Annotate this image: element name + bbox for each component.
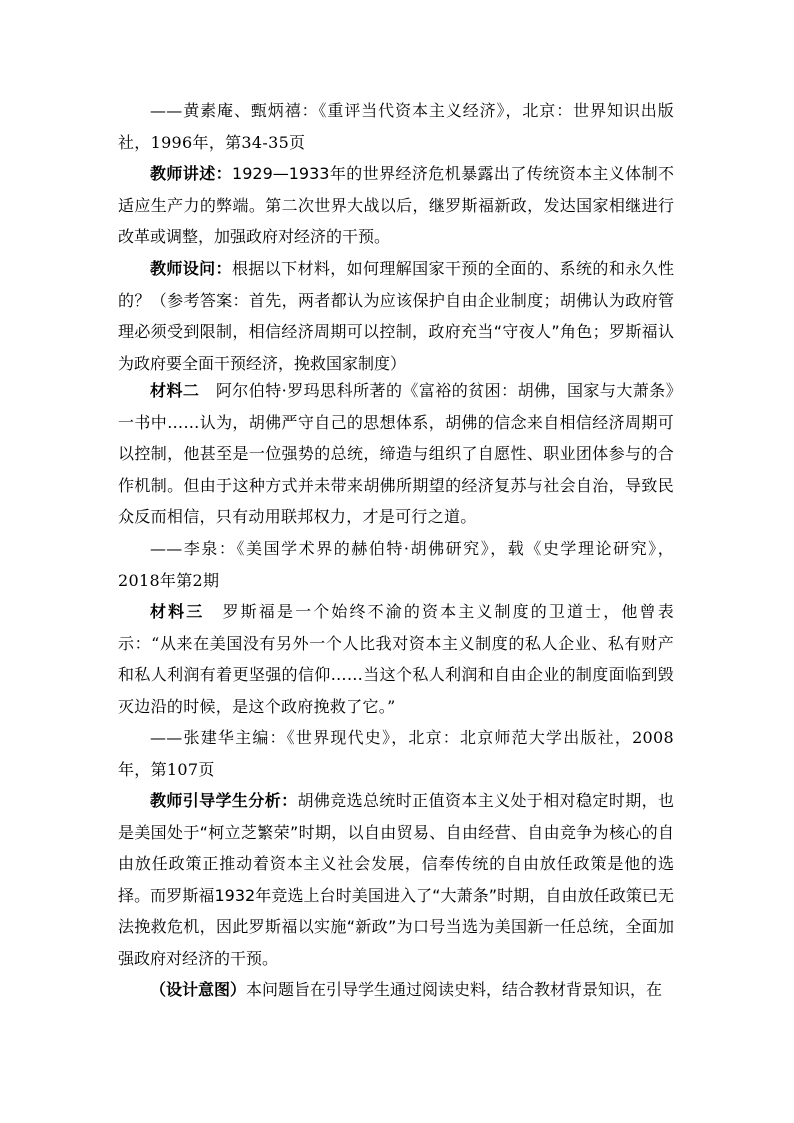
citation-3 xyxy=(118,722,674,785)
material-3-paragraph xyxy=(118,596,674,722)
guide-analysis-text: 胡佛竞选总统时正值资本主义处于相对稳定时期，也是美国处于“柯立芝繁荣”时期，以自由贸易、自由经营、自由竞争为核心的自由放任政策正推动着资本主义社会发展，信奉传统的自由放任政策是他的选择。而罗斯福1932年竞选上台时美国进入了“大萧条”时期，自由放任政策已无法挽救危机，因此罗斯福以实施“新政”为口号当选为美国新一任总统，全面加强政府对经济的干预。 xyxy=(118,791,674,968)
guide-analysis-paragraph xyxy=(118,785,674,974)
teacher-question-label: 教师设问： xyxy=(150,259,232,278)
teacher-question-paragraph xyxy=(118,253,674,379)
material-2-label: 材料二 xyxy=(150,381,200,400)
teacher-narrate-paragraph xyxy=(118,158,674,253)
material-2-text: 阿尔伯特·罗玛思科所著的《富裕的贫困：胡佛，国家与大萧条》一书中……认为，胡佛严守自己的思想体系，胡佛的信念来自相信经济周期可以控制，他甚至是一位强势的总统，缔造与组织了自愿性、职业团体参与的合作机制。但由于这种方式并未带来胡佛所期望的经济复苏与社会自治，导致民众反而相信，只有动用联邦权力，才是可行之道。 xyxy=(118,381,674,526)
material-3-text: 罗斯福是一个始终不渝的资本主义制度的卫道士，他曾表示：“从来在美国没有另外一个人比我对资本主义制度的私人企业、私有财产和私人利润有着更坚强的信仰……当这个私人利润和自由企业的制度面临到毁灭边沿的时候，是这个政府挽救了它。” xyxy=(118,602,674,716)
teacher-narrate-label: 教师讲述： xyxy=(150,164,233,183)
guide-analysis-label: 教师引导学生分析： xyxy=(150,791,298,810)
material-2-paragraph xyxy=(118,375,674,533)
citation-1-text: ——黄素庵、甄炳禧：《重评当代资本主义经济》，北京：世界知识出版社，1996年，第34-35页 xyxy=(118,101,674,152)
citation-2 xyxy=(118,533,674,596)
teacher-narrate-text: 1929—1933年的世界经济危机暴露出了传统资本主义体制不适应生产力的弊端。第二次世界大战以后，继罗斯福新政，发达国家相继进行改革或调整，加强政府对经济的干预。 xyxy=(118,164,674,246)
teacher-question-text: 根据以下材料，如何理解国家干预的全面的、系统的和永久性的？（参考答案：首先，两者都认为应该保护自由企业制度；胡佛认为政府管理必须受到限制，相信经济周期可以控制，政府充当“守夜人”角色；罗斯福认为政府要全面干预经济，挽救国家制度） xyxy=(118,259,674,373)
citation-2-text: ——李泉：《美国学术界的赫伯特·胡佛研究》，载《史学理论研究》，2018年第2期 xyxy=(118,539,674,590)
design-intent-text: 本问题旨在引导学生通过阅读史料，结合教材背景知识，在 xyxy=(246,980,663,999)
citation-3-text: ——张建华主编：《世界现代史》，北京：北京师范大学出版社，2008年，第107页 xyxy=(118,728,674,779)
design-intent-label: （设计意图） xyxy=(150,980,247,999)
design-intent-paragraph xyxy=(118,974,674,1006)
citation-1 xyxy=(118,95,674,158)
material-3-label: 材料三 xyxy=(150,602,205,621)
